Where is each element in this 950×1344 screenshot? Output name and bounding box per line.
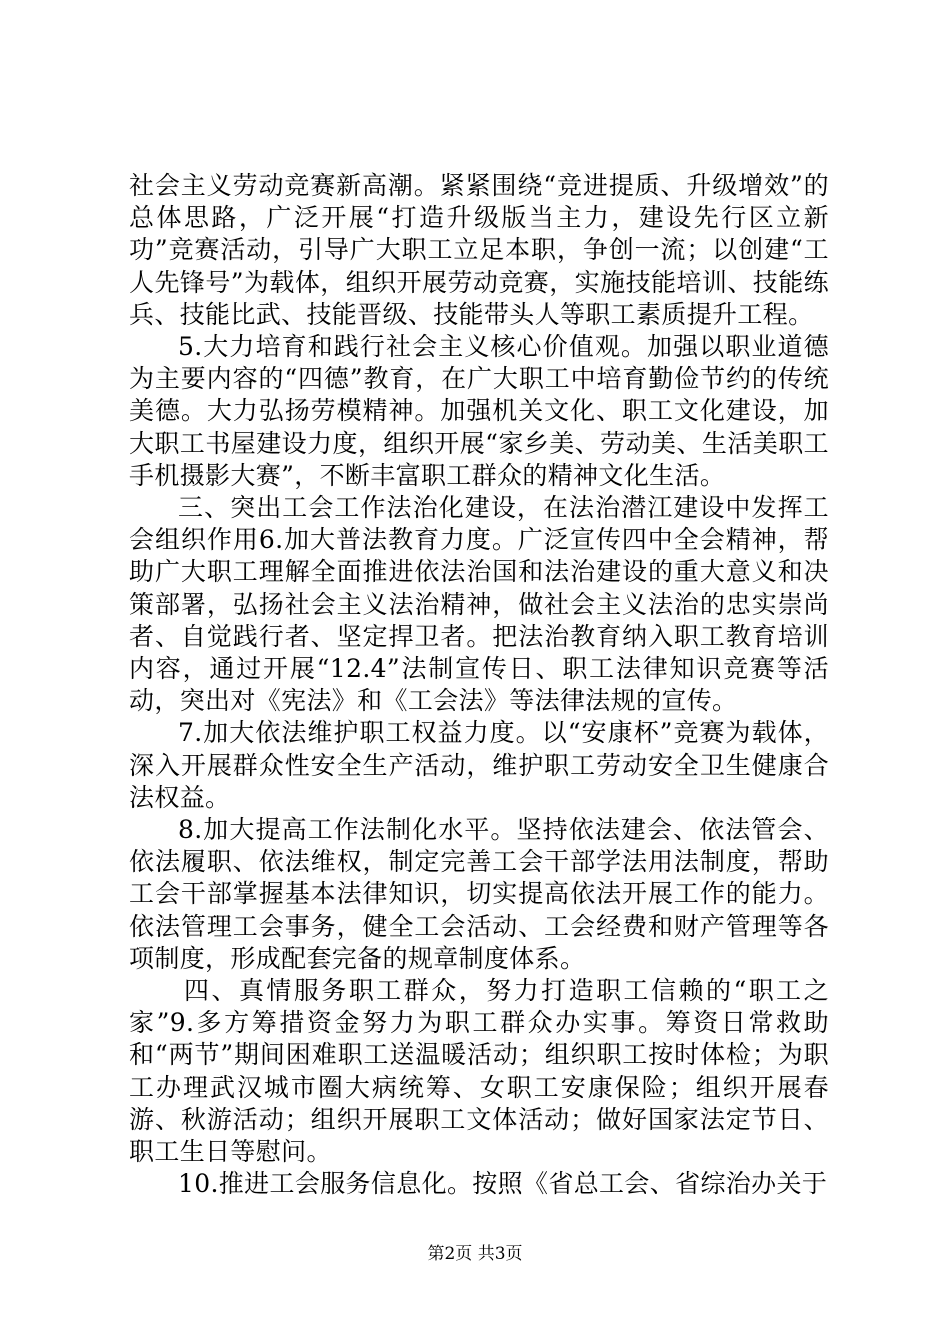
document-body bbox=[129, 170, 829, 1201]
paragraph-3: 三、突出工会工作法治化建设，在法治潜江建设中发挥工会组织作用6.加大普法教育力度。广泛宣传四中全会精神，帮助广大职工理解全面推进依法治国和法治建设的重大意义和决策部署，弘扬社会主义法治精神，做社会主义法治的忠实崇尚者、自觉践行者、坚定捍卫者。把法治教育纳入职工教育培训内容，通过开展“12.4”法制宣传日、职工法律知识竞赛等活动，突出对《宪法》和《工会法》等法律法规的宣传。 bbox=[129, 493, 829, 716]
page-footer bbox=[0, 1244, 950, 1264]
paragraph-1: 社会主义劳动竞赛新高潮。紧紧围绕“竞进提质、升级增效”的总体思路，广泛开展“打造升级版当主力，建设先行区立新功”竞赛活动，引导广大职工立足本职，争创一流；以创建“工人先锋号”为载体，组织开展劳动竞赛，实施技能培训、技能练兵、技能比武、技能晋级、技能带头人等职工素质提升工程。 bbox=[129, 171, 829, 329]
paragraph-6: 四、真情服务职工群众，努力打造职工信赖的“职工之家”9.多方筹措资金努力为职工群众办实事。筹资日常救助和“两节”期间困难职工送温暖活动；组织职工按时体检；为职工办理武汉城市圈大病统筹、女职工安康保险；组织开展春游、秋游活动；组织开展职工文体活动；做好国家法定节日、职工生日等慰问。 bbox=[129, 976, 829, 1167]
paragraph-5: 8.加大提高工作法制化水平。坚持依法建会、依法管会、依法履职、依法维权，制定完善工会干部学法用法制度，帮助工会干部掌握基本法律知识，切实提高依法开展工作的能力。依法管理工会事务，健全工会活动、工会经费和财产管理等各项制度，形成配套完备的规章制度体系。 bbox=[129, 815, 829, 973]
page-number-label: 第2页 共3页 bbox=[427, 1244, 523, 1264]
paragraph-7: 10.推进工会服务信息化。按照《省总工会、省综治办关于 bbox=[178, 1169, 828, 1199]
paragraph-2: 5.大力培育和践行社会主义核心价值观。加强以职业道德为主要内容的“四德”教育，在广大职工中培育勤俭节约的传统美德。大力弘扬劳模精神。加强机关文化、职工文化建设，加大职工书屋建设力度，组织开展“家乡美、劳动美、生活美职工手机摄影大赛”，不断丰富职工群众的精神文化生活。 bbox=[129, 332, 829, 490]
paragraph-4: 7.加大依法维护职工权益力度。以“安康杯”竞赛为载体，深入开展群众性安全生产活动，维护职工劳动安全卫生健康合法权益。 bbox=[129, 718, 829, 812]
